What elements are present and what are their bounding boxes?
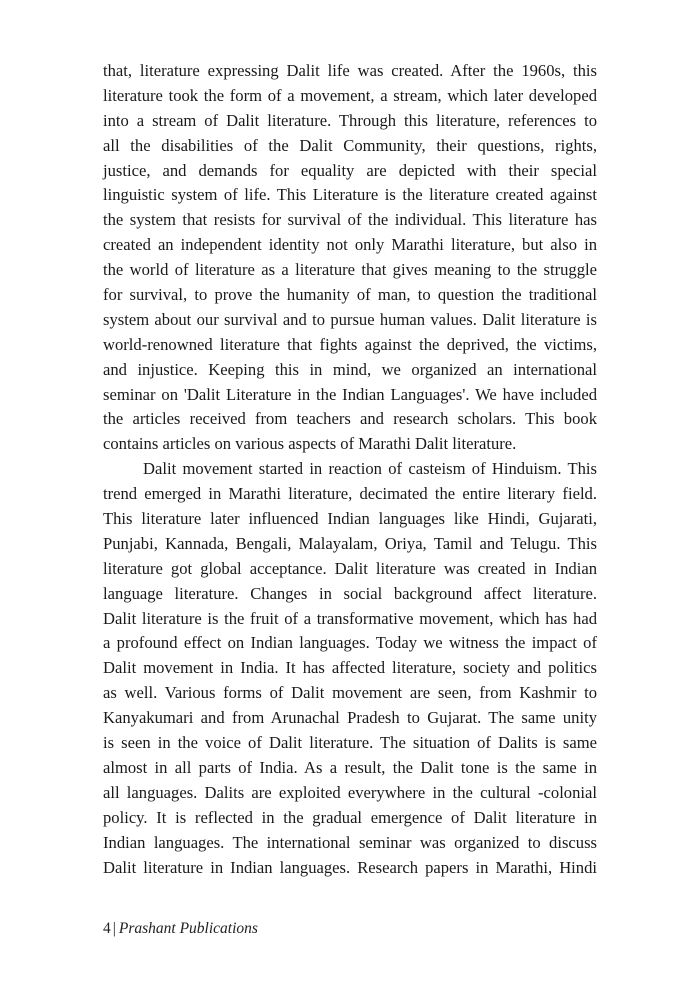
text-line: trend emerged in Marathi literature, decimated the entire literary field. xyxy=(103,484,597,504)
text-line: a profound effect on Indian languages. Today we witness the impact of xyxy=(103,633,597,653)
text-line: the world of literature as a literature that gives meaning to the struggle xyxy=(103,260,597,280)
text-line: and injustice. Keeping this in mind, we organized an international xyxy=(103,359,597,379)
text-line: system about our survival and to pursue human values. Dalit literature is xyxy=(103,309,597,329)
text-line: linguistic system of life. This Literature is the literature created against xyxy=(103,185,597,205)
text-line: Dalit literature in Indian languages. Research papers in Marathi, Hindi xyxy=(103,857,597,877)
text-line: that, literature expressing Dalit life was created. After the 1960s, this xyxy=(103,61,597,80)
text-line: Dalit literature is the fruit of a transformative movement, which has had xyxy=(103,608,597,628)
text-line: Dalit movement in India. It has affected literature, society and politics xyxy=(103,658,597,678)
text-line: almost in all parts of India. As a result, the Dalit tone is the same in xyxy=(103,757,597,777)
text-line: Kanyakumari and from Arunachal Pradesh to Gujarat. The same unity xyxy=(103,708,597,728)
text-line: Punjabi, Kannada, Bengali, Malayalam, Oriya, Tamil and Telugu. This xyxy=(103,533,597,553)
text-line: world-renowned literature that fights against the deprived, the victims, xyxy=(103,334,597,354)
publisher-name: Prashant Publications xyxy=(118,920,258,937)
text-line: This literature later influenced Indian languages like Hindi, Gujarati, xyxy=(103,509,597,529)
paragraph-1 xyxy=(103,59,597,457)
text-line: the articles received from teachers and research scholars. This book xyxy=(103,409,597,429)
text-line: justice, and demands for equality are depicted with their special xyxy=(103,160,597,180)
text-line: the system that resists for survival of the individual. This literature has xyxy=(103,210,597,230)
paragraph-2 xyxy=(103,457,597,880)
text-line: Indian languages. The international seminar was organized to discuss xyxy=(103,832,597,852)
text-line: language literature. Changes in social background affect literature. xyxy=(103,583,597,603)
text-line: all the disabilities of the Dalit Community, their questions, rights, xyxy=(103,135,597,155)
text-line: all languages. Dalits are exploited everywhere in the cultural -colonial xyxy=(103,782,597,802)
text-line: is seen in the voice of Dalit literature. The situation of Dalits is same xyxy=(103,733,597,753)
text-line: literature got global acceptance. Dalit literature was created in Indian xyxy=(103,558,597,578)
text-line: policy. It is reflected in the gradual emergence of Dalit literature in xyxy=(103,807,597,827)
text-line: seminar on 'Dalit Literature in the Indian Languages'. We have included xyxy=(103,384,597,404)
text-line: contains articles on various aspects of Marathi Dalit literature. xyxy=(103,434,517,454)
text-line: Dalit movement started in reaction of casteism of Hinduism. This xyxy=(143,459,597,479)
page-footer xyxy=(103,920,258,938)
text-line: created an independent identity not only Marathi literature, but also in xyxy=(103,235,597,255)
text-line: for survival, to prove the humanity of man, to question the traditional xyxy=(103,285,597,305)
text-line: literature took the form of a movement, a stream, which later developed xyxy=(103,85,597,105)
text-line: into a stream of Dalit literature. Through this literature, references to xyxy=(103,110,597,130)
body-text xyxy=(103,59,597,880)
text-line: as well. Various forms of Dalit movement are seen, from Kashmir to xyxy=(103,683,597,703)
footer-separator: | xyxy=(112,920,116,937)
page-number: 4 xyxy=(103,920,111,937)
